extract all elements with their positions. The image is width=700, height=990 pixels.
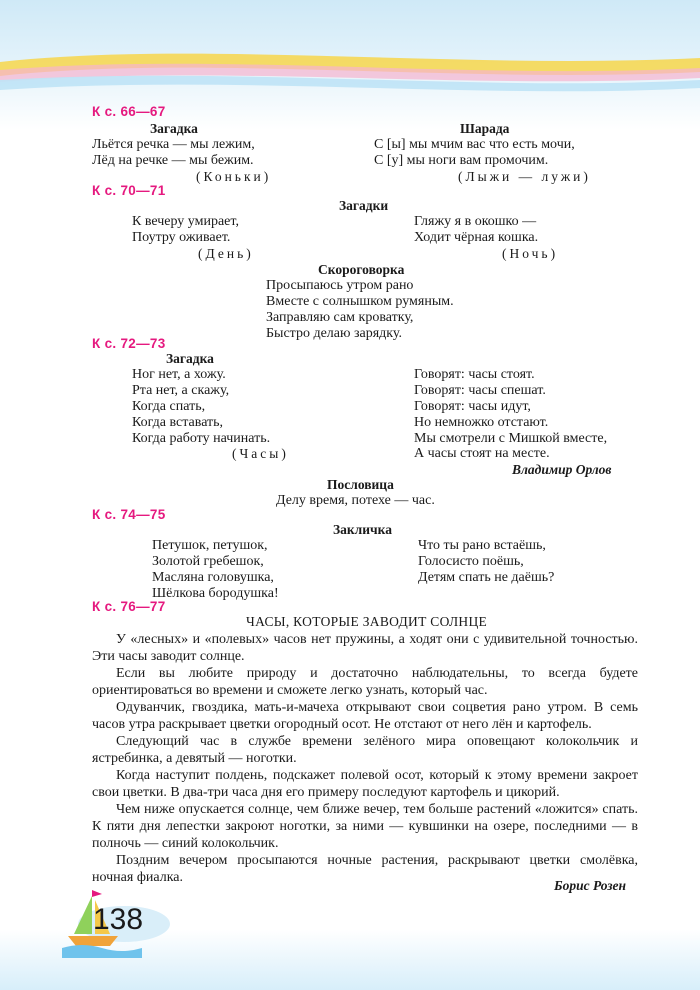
story-text <box>92 631 638 886</box>
story-author: Борис Розен <box>554 878 627 893</box>
riddle-line: Рта нет, а скажу, <box>132 383 230 398</box>
riddle-line: Лёд на речке — мы бежим. <box>92 153 254 168</box>
riddle-answer: (Часы) <box>232 446 289 461</box>
chant-line: Масляна головушка, <box>152 570 274 585</box>
riddle-line: Когда вставать, <box>132 415 224 430</box>
riddle-heading: Загадка <box>166 351 214 366</box>
tongue-twister-heading: Скороговорка <box>318 262 405 277</box>
story-title: ЧАСЫ, КОТОРЫЕ ЗАВОДИТ СОЛНЦЕ <box>246 614 488 629</box>
chant-line: Голосисто поёшь, <box>418 554 524 569</box>
chant-heading: Закличка <box>333 522 392 537</box>
section-reference: К с. 72—73 <box>92 336 166 351</box>
story-paragraph: Чем ниже опускается солнце, чем ближе вечер, тем больше растений «ложится» спать. К пяти дня лепестки закроют ноготки, за ними — кувшинки на озере, последними — в полночь — синий колокольчик. <box>92 802 638 851</box>
poem-line: Говорят: часы спешат. <box>414 383 546 398</box>
story-paragraph: Поздним вечером просыпаются ночные растения, раскрывают цветки смолёвка, ночная фиалка. <box>92 853 638 885</box>
riddles-heading: Загадки <box>339 198 389 213</box>
charade-line: С [у] мы ноги вам промочим. <box>374 153 549 168</box>
riddle-line: Поутру оживает. <box>132 230 231 245</box>
chant-line: Шёлкова бородушка! <box>152 586 279 601</box>
chant-line: Золотой гребешок, <box>152 554 264 569</box>
riddle-line: Льётся речка — мы лежим, <box>92 137 255 152</box>
charade-heading: Шарада <box>460 121 510 136</box>
section-reference: К с. 66—67 <box>92 104 166 119</box>
poem-line: Говорят: часы стоят. <box>414 367 535 382</box>
riddle-line: Когда спать, <box>132 399 206 414</box>
section-reference: К с. 76—77 <box>92 599 166 614</box>
charade-line: С [ы] мы мчим вас что есть мочи, <box>374 137 575 152</box>
riddle-line: Ходит чёрная кошка. <box>414 230 539 245</box>
charade-answer: (Лыжи — лужи) <box>458 169 591 184</box>
tongue-twister-line: Вместе с солнышком румяным. <box>266 294 454 309</box>
story-paragraph: Следующий час в службе времени зелёного мира оповещают колокольчик и ястребинка, а девятый — ноготки. <box>92 734 638 766</box>
riddle-answer: (Ночь) <box>502 246 559 261</box>
poem-author: Владимир Орлов <box>512 462 612 477</box>
chant-line: Что ты рано встаёшь, <box>418 538 546 553</box>
riddle-heading: Загадка <box>150 121 198 136</box>
proverb-heading: Пословица <box>327 477 394 492</box>
section-reference: К с. 74—75 <box>92 507 166 522</box>
chant-line: Петушок, петушок, <box>152 538 268 553</box>
riddle-line: Ног нет, а хожу. <box>132 367 226 382</box>
riddle-line: К вечеру умирает, <box>132 214 239 229</box>
riddle-answer: (День) <box>198 246 254 261</box>
poem-line: Мы смотрели с Мишкой вместе, <box>414 431 608 446</box>
story-paragraph: Одуванчик, гвоздика, мать-и-мачеха открывают свои соцветия рано утром. В семь часов утра раскрывает цветки огородный осот. Не отстают от него лён и картофель. <box>92 700 638 732</box>
proverb-text: Делу время, потехе — час. <box>276 493 435 508</box>
story-paragraph: Когда наступит полдень, подскажет полевой осот, который к этому времени закроет свои цветки. В два-три часа дня его примеру последуют картофель и цикорий. <box>92 768 638 800</box>
riddle-line: Гляжу я в окошко — <box>414 214 537 229</box>
section-reference: К с. 70—71 <box>92 183 166 198</box>
tongue-twister-line: Быстро делаю зарядку. <box>266 326 402 341</box>
poem-line: Говорят: часы идут, <box>414 399 531 414</box>
riddle-answer: (Коньки) <box>196 169 272 184</box>
poem-line: Но немножко отстают. <box>414 415 549 430</box>
tongue-twister-line: Просыпаюсь утром рано <box>266 278 414 293</box>
page-number: 138 <box>93 903 144 936</box>
chant-line: Детям спать не даёшь? <box>418 570 555 585</box>
tongue-twister-line: Заправляю сам кроватку, <box>266 310 414 325</box>
riddle-line: Когда работу начинать. <box>132 431 271 446</box>
story-paragraph: У «лесных» и «полевых» часов нет пружины, а ходят они с удивительной точностью. Эти часы заводит солнце. <box>92 632 638 664</box>
poem-line: А часы стоят на месте. <box>414 446 550 461</box>
story-paragraph: Если вы любите природу и достаточно наблюдательны, то всегда будете ориентироваться во времени и сможете легко узнать, который час. <box>92 666 638 698</box>
